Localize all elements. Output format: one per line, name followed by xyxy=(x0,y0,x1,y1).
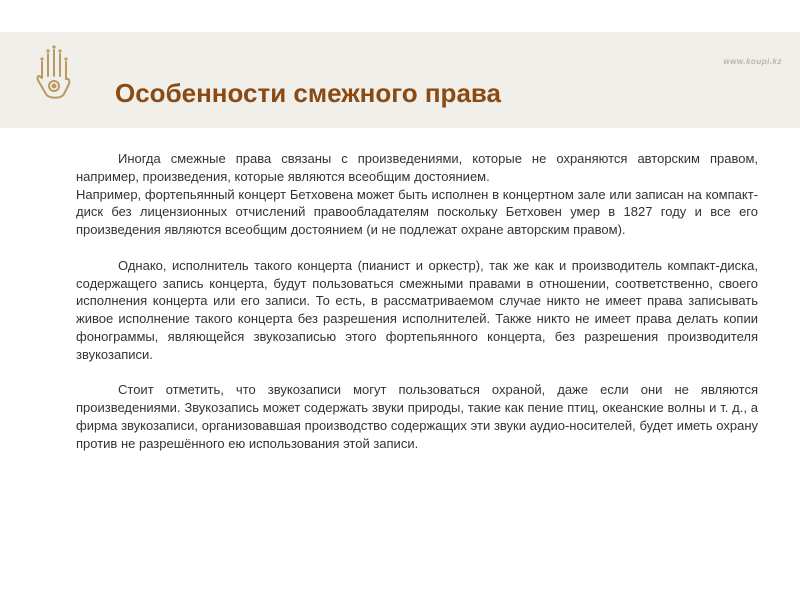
paragraph-spacer xyxy=(76,239,758,257)
site-url: www.koupi.kz xyxy=(723,57,782,66)
body-text xyxy=(76,150,758,453)
paragraph-spacer xyxy=(76,364,758,382)
paragraph-3: Однако, исполнитель такого концерта (пианист и оркестр), так же как и производитель компакт-диска, содержащего запись концерта, будут пользоваться смежными правами в отношении, соответственно, своего исполнения концерта или его записи. То есть, в рассматриваемом случае никто не имеет права записывать живое исполнение такого концерта без разрешения исполнителей. Также никто не имеет права делать копии фонограммы, являющейся звукозаписью этого фортепьянного концерта, без разрешения производителя звукозаписи. xyxy=(76,257,758,362)
top-bar xyxy=(0,0,800,32)
hand-logo-icon xyxy=(32,44,78,106)
paragraph-2: Например, фортепьянный концерт Бетховена может быть исполнен в концертном зале или записан на компакт-диск без лицензионных отчислений правообладателям поскольку Бетховен умер в 1827 году и все его произведения являются всеобщим достоянием (и не подлежат охране авторским правом). xyxy=(76,186,758,238)
page-title: Особенности смежного права xyxy=(115,78,502,108)
paragraph-4: Стоит отметить, что звукозаписи могут пользоваться охраной, даже если они не являются произведениями. Звукозапись может содержать звуки природы, такие как пение птиц, океанские волны и т. д., а фирма звукозаписи, организовавшая производство содержащих эти звуки аудио-носителей, будет иметь охрану против не разрешённого ею использования этой записи. xyxy=(76,382,758,451)
paragraph-1: Иногда смежные права связаны с произведениями, которые не охраняются авторским правом, например, произведения, которые являются всеобщим достоянием. xyxy=(76,151,758,184)
